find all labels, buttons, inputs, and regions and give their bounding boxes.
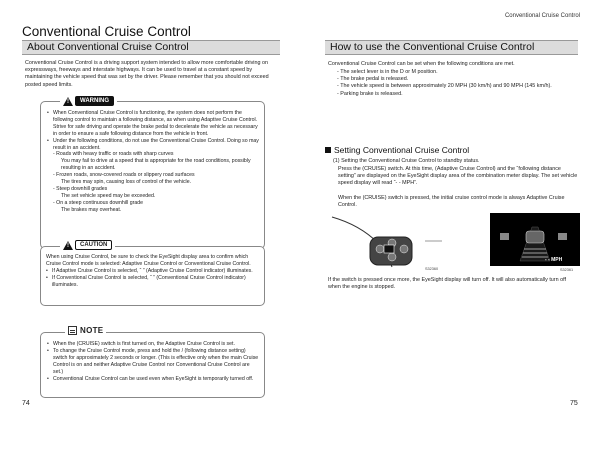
- figure-caption: S32361: [560, 268, 574, 272]
- condition-detail: The brakes may overheat.: [61, 206, 122, 213]
- main-title: Conventional Cruise Control: [22, 24, 191, 39]
- subsection-title: Setting Conventional Cruise Control: [325, 145, 469, 155]
- warning-item: Strive for safe driving and operate the brake pedal to decelerate the vehicle as necessary in order to ensure a safe following distance from the vehicle in front.: [53, 123, 258, 137]
- caution-tag: [60, 240, 115, 250]
- condition-title: - Steep downhill grades: [53, 185, 108, 192]
- condition-title: - Frozen roads, snow-covered roads or slippery road surfaces: [53, 172, 195, 179]
- warning-item: • When Conventional Cruise Control is functioning, the system does not perform the following control to maintain a following distance, as when using Adaptive Cruise Control.: [47, 110, 258, 123]
- note-item: • Conventional Cruise Control can be used even when EyeSight is temporarily turned off.: [47, 375, 254, 382]
- steering-switch-figure: [330, 215, 445, 268]
- warning-icon: !: [63, 97, 73, 106]
- warning-item: • Under the following conditions, do not use the Conventional Cruise Control. Doing so may result in an accident.: [47, 137, 259, 151]
- left-section-title: About Conventional Cruise Control: [22, 40, 280, 55]
- condition-item: - The select lever is in the D or M position.: [337, 69, 438, 75]
- running-header: Conventional Cruise Control: [504, 13, 580, 19]
- condition-title: - On a steep continuous downhill grade: [53, 199, 143, 206]
- condition-item: - Parking brake is released.: [337, 90, 403, 97]
- caution-box: [40, 246, 265, 306]
- warning-box: [40, 101, 265, 249]
- condition-detail: The tires may spin, causing loss of control of the vehicle.: [61, 179, 192, 186]
- after-text: If the switch is pressed once more, the EyeSight display will turn off. It will also automatically turn off when the engine is stopped.: [328, 277, 566, 291]
- note-tag: [65, 326, 106, 335]
- warning-label: WARNING: [75, 96, 114, 106]
- right-section-title: How to use the Conventional Cruise Control: [325, 40, 578, 55]
- note-item: • When the (CRUISE) switch is first turned on, the Adaptive Cruise Control is set.: [47, 341, 235, 347]
- note-icon: [68, 326, 77, 335]
- condition-detail: You may fail to drive at a speed that is appropriate for the road conditions, possibly resulting in an accident.: [61, 158, 251, 172]
- display-speed-readout: - - MPH: [545, 257, 563, 263]
- condition-title: - Roads with heavy traffic or roads with sharp curves: [53, 151, 174, 158]
- condition-detail: The set vehicle speed may be exceeded.: [61, 192, 156, 199]
- caution-label: CAUTION: [75, 240, 112, 250]
- condition-item: - The brake pedal is released.: [337, 76, 409, 83]
- note-item: • To change the Cruise Control mode, press and hold the / (following distance setting) switch for approximately 2 seconds or longer. (This is effective only when the main Cruise Control is on and neither Adaptive Cruise Control nor Conventional Cruise Control are set.): [47, 347, 259, 375]
- right-conditions: [337, 69, 577, 98]
- caution-icon: !: [63, 241, 73, 250]
- step1-text: Press the (CRUISE) switch. At this time, (Adaptive Cruise Control) and the “following distance setting” are displayed on the EyeSight display area of the combination meter display. The set vehicle speed display will read “- - MPH”.: [338, 166, 578, 187]
- note-label: NOTE: [80, 326, 104, 335]
- caution-item: • If Conventional Cruise Control is selected, “ ” (Conventional Cruise Control indicator) illuminates.: [46, 274, 246, 288]
- left-page-number: 74: [22, 400, 30, 407]
- note-box: [40, 332, 265, 398]
- right-intro: Conventional Cruise Control can be set when the following conditions are met.: [328, 61, 515, 67]
- warning-tag: [60, 96, 117, 106]
- caution-item: • If Adaptive Cruise Control is selected, “ ” (Adaptive Cruise Control indicator) illuminates.: [46, 267, 253, 274]
- caution-text: When using Cruise Control, be sure to check the EyeSight display area to confirm which Cruise Control mode is selected: Adaptive Cruise Control or Conventional Cruise Control.: [46, 254, 251, 267]
- condition-item: - The vehicle speed is between approximately 20 MPH (30 km/h) and 90 MPH (145 km/h).: [337, 83, 552, 90]
- square-bullet-icon: [325, 147, 331, 153]
- step1-title: (1) Setting the Conventional Cruise Control to standby status.: [333, 158, 480, 164]
- step1-text2: When the (CRUISE) switch is pressed, the initial cruise control mode is always Adaptive Cruise Control.: [338, 195, 565, 209]
- right-page-number: 75: [570, 400, 578, 407]
- left-intro: Conventional Cruise Control is a driving support system intended to allow more comfortable driving on expressways, freeways and interstate highways. It can be used to travel at a constant speed by maintaining the vehicle speed that was set by the driver. Please remember that you should not exceed posted speed limits.: [25, 60, 269, 88]
- eyesight-display-figure: [490, 213, 580, 266]
- figure-caption: S32360: [425, 267, 439, 271]
